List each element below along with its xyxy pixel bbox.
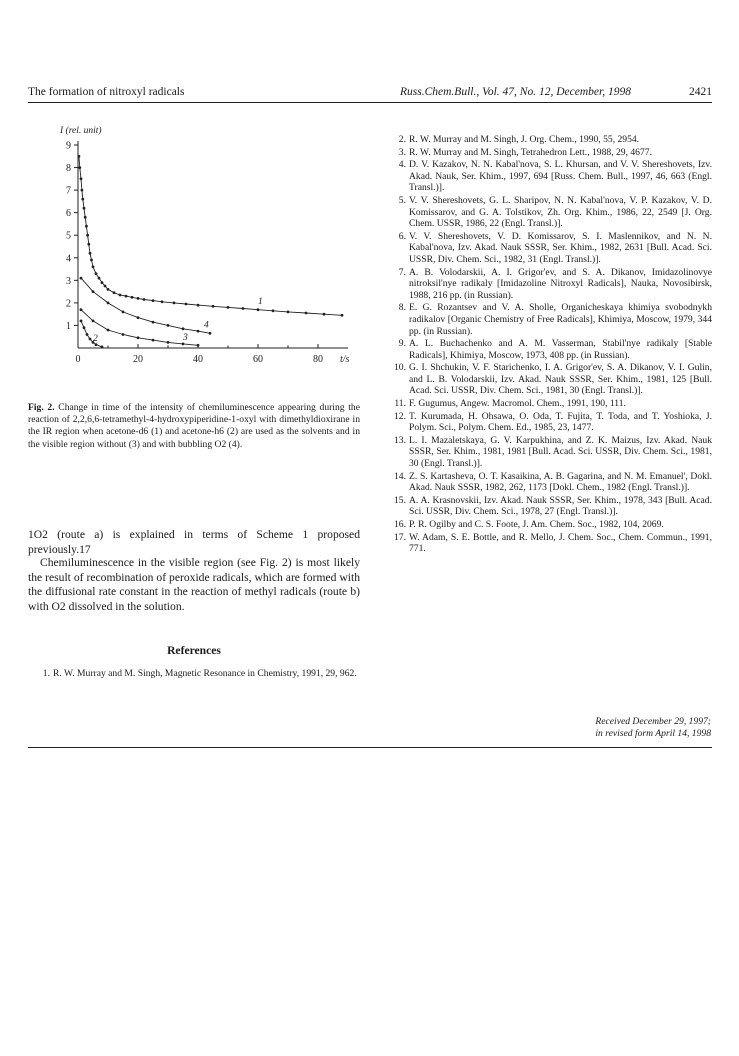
x-axis-label: t/s <box>340 354 350 365</box>
reference-text: D. V. Kazakov, N. N. Kabal'nova, S. L. Khursan, and V. V. Shereshovets, Izv. Akad. Nauk, Ser. Khim., 1997, 694 [Russ. Chem. Bull., 1997, 46, 663 (Engl. Transl.)]. <box>409 159 712 194</box>
reference-text: P. R. Ogilby and C. S. Foote, J. Am. Chem. Soc., 1982, 104, 2069. <box>409 519 664 530</box>
series-4-point <box>122 311 125 314</box>
figure-caption <box>28 402 360 451</box>
series-4-point <box>197 330 200 333</box>
reference-text: A. A. Krasnovskii, Izv. Akad. Nauk SSSR, Ser. Khim., 1978, 343 [Bull. Acad. Sci. USSR, Div. Chem. Sci., 1978, 27 (Engl. Transl.)]. <box>409 494 712 518</box>
reference-item <box>384 195 712 230</box>
reference-number: 6. <box>398 230 406 242</box>
reference-item <box>384 267 712 302</box>
reference-text: V. V. Shereshovets, G. L. Sharipov, N. N. Kabal'nova, V. P. Kazakov, V. D. Komissarov, and G. A. Tolstikov, Zh. Org. Khim., 1986, 22, 2549 [J. Org. Chem. USSR, 1986, 22 (Engl. Transl.)]. <box>409 194 712 230</box>
series-2-point <box>86 333 89 336</box>
series-1-point <box>81 189 84 192</box>
reference-number: 12. <box>394 410 406 422</box>
x-tick-label: 60 <box>253 354 263 365</box>
paragraph-text: 1O2 (route a) is explained in terms of Scheme 1 proposed previously.17 <box>28 528 360 556</box>
y-tick-label: 5 <box>66 230 71 242</box>
reference-item <box>384 231 712 266</box>
received-line: Received December 29, 1997; <box>595 716 711 727</box>
reference-text: G. I. Shchukin, V. F. Starichenko, I. A. Grigor'ev, S. A. Dikanov, V. I. Gulin, and L. B. Volodarskii, Izv. Akad. Nauk SSSR, Ser. Khim., 1981, 125 [Bull. Acad. Sci. USSR, Div. Chem. Sci., 1981, 30 (Engl. Transl.)]. <box>409 362 712 397</box>
reference-number: 7. <box>398 266 406 278</box>
series-1-point <box>143 298 146 301</box>
series-1-point <box>83 207 86 210</box>
header-rule <box>28 102 712 103</box>
reference-number: 1. <box>42 668 50 679</box>
reference-number: 10. <box>394 362 406 374</box>
x-tick-label: 80 <box>313 354 323 365</box>
series-1-point <box>98 277 101 280</box>
series-1-point <box>305 312 308 315</box>
reference-item <box>384 159 712 194</box>
reference-item <box>28 668 360 680</box>
reference-item <box>384 302 712 337</box>
series-1-point <box>89 252 92 255</box>
x-tick-label: 40 <box>193 354 203 365</box>
series-1-point <box>125 295 128 298</box>
reference-text: T. Kurumada, H. Ohsawa, O. Oda, T. Fujita, T. Toda, and T. Yoshioka, J. Polym. Sci., Polym. Chem. Ed., 1985, 23, 1477. <box>409 410 712 434</box>
series-1-point <box>197 304 200 307</box>
series-1-point <box>78 155 81 158</box>
series-1-point <box>341 314 344 317</box>
y-axis-label: I (rel. unit) <box>60 126 102 136</box>
series-1-point <box>80 177 83 180</box>
reference-item <box>384 471 712 494</box>
reference-text: E. G. Rozantsev and V. A. Sholle, Organicheskaya khimiya svobodnykh radikalov [Organic Chemistry of Free Radicals], Khimiya, Moscow, 1979, 344 pp. (in Russian). <box>409 302 712 337</box>
reference-text: F. Gugumus, Angew. Macromol. Chem., 1991, 190, 111. <box>409 398 626 410</box>
references-column-right <box>384 134 712 556</box>
y-tick-label: 4 <box>66 253 71 265</box>
y-tick-label: 8 <box>66 163 71 175</box>
reference-text: L. I. Mazaletskaya, G. V. Karpukhina, and Z. K. Maizus, Izv. Akad. Nauk SSSR, Ser. Khim., 1981, 1981 [Bull. Acad. Sci. USSR, Div. Chem. Sci., 1981, 30 (Engl. Transl.)]. <box>409 434 712 470</box>
reference-item <box>384 134 712 146</box>
series-2-label: 2 <box>93 334 98 345</box>
series-1-point <box>227 306 230 309</box>
series-4-point <box>182 327 185 330</box>
reference-number: 17. <box>394 531 406 543</box>
references-column-left <box>28 668 360 681</box>
series-1-point <box>81 198 84 201</box>
reference-number: 14. <box>394 470 406 482</box>
series-3-line <box>81 310 198 346</box>
series-3-point <box>92 320 95 323</box>
series-2-point <box>83 326 86 329</box>
series-1-point <box>95 272 98 275</box>
series-1-point <box>212 305 215 308</box>
series-3-point <box>107 329 110 332</box>
reference-number: 2. <box>398 134 406 145</box>
series-1-point <box>131 296 134 299</box>
reference-number: 16. <box>394 519 406 530</box>
reference-number: 9. <box>398 338 406 350</box>
reference-text: Z. S. Kartasheva, O. T. Kasaikina, A. B. Gagarina, and N. M. Emanuel', Dokl. Akad. Nauk SSSR, 1982, 262, 1173 [Dokl. Chem., 1982 (Engl. Transl.)]. <box>409 470 712 494</box>
series-2-point <box>101 346 104 349</box>
reference-text: R. W. Murray and M. Singh, Magnetic Resonance in Chemistry, 1991, 29, 962. <box>53 668 357 679</box>
series-1-point <box>90 259 93 262</box>
x-tick-label: 20 <box>133 354 143 365</box>
series-1-point <box>78 166 81 169</box>
reference-item <box>384 362 712 397</box>
series-1-point <box>272 309 275 312</box>
footer-rule <box>28 747 712 748</box>
series-2-point <box>80 320 83 323</box>
series-1-point <box>92 265 95 268</box>
series-1-point <box>257 308 260 311</box>
series-1-label: 1 <box>258 297 263 308</box>
series-1-point <box>86 234 89 237</box>
body-paragraph-2 <box>28 556 360 614</box>
series-1-point <box>185 303 188 306</box>
series-4-point <box>92 290 95 293</box>
reference-number: 4. <box>398 159 406 171</box>
running-header <box>28 86 712 102</box>
series-3-point <box>167 341 170 344</box>
series-1-point <box>87 243 90 246</box>
journal-citation: Russ.Chem.Bull., Vol. 47, No. 12, December, 1998 <box>400 86 631 98</box>
series-1-point <box>323 313 326 316</box>
reference-item <box>384 338 712 361</box>
revised-line: in revised form April 14, 1998 <box>595 727 711 739</box>
article-short-title: The formation of nitroxyl radicals <box>28 86 185 98</box>
series-3-point <box>152 339 155 342</box>
reference-item <box>384 398 712 410</box>
reference-number: 13. <box>394 434 406 446</box>
references-heading: References <box>167 644 221 657</box>
reference-number: 15. <box>394 494 406 506</box>
reference-number: 5. <box>398 194 406 206</box>
caption-text: Change in time of the intensity of chemiluminescence appearing during the reaction of 2,2,6,6-tetramethyl-4-hydroxypiperidine-1-oxyl with dimethyldioxirane in the IR region when acetone-d6 (1) and acetone-h6 (2) are used as the solvents and in the visible region without (3) and with bubbling O2 (4). <box>28 402 360 450</box>
reference-item <box>384 519 712 531</box>
reference-number: 3. <box>398 146 406 158</box>
series-1-point <box>287 311 290 314</box>
series-2-point <box>89 338 92 341</box>
series-1-line <box>79 156 342 315</box>
y-tick-label: 6 <box>66 208 71 220</box>
reference-item <box>384 147 712 159</box>
reference-text: W. Adam, S. E. Bottle, and R. Mello, J. Chem. Soc., Chem. Commun., 1991, 771. <box>409 531 712 555</box>
reference-item <box>384 435 712 470</box>
y-tick-label: 1 <box>66 320 71 332</box>
y-tick-label: 2 <box>66 298 71 310</box>
series-1-point <box>152 299 155 302</box>
series-4-point <box>167 324 170 327</box>
series-3-label: 3 <box>183 333 188 344</box>
reference-text: R. W. Murray and M. Singh, J. Org. Chem., 1990, 55, 2954. <box>409 134 640 145</box>
series-1-point <box>85 225 88 228</box>
series-4-point <box>80 277 83 280</box>
reference-number: 11. <box>394 398 406 410</box>
series-4-label: 4 <box>204 320 209 331</box>
received-dates <box>391 716 711 739</box>
series-3-point <box>122 333 125 336</box>
y-tick-label: 7 <box>66 185 71 197</box>
series-4-point <box>107 302 110 305</box>
series-3-point <box>137 336 140 339</box>
series-1-point <box>113 291 116 294</box>
series-1-point <box>119 294 122 297</box>
reference-text: A. B. Volodarskii, A. I. Grigor'ev, and S. A. Dikanov, Imidazolinovye nitroksil'nye radikaly [Imidazoline Nitroxyl Radicals], Nauka, Novosibirsk, 1988, 216 pp. (in Russian). <box>409 266 712 301</box>
series-4-point <box>137 316 140 319</box>
series-4-point <box>209 332 212 335</box>
y-tick-label: 3 <box>66 275 71 287</box>
y-tick-label: 9 <box>66 140 71 152</box>
caption-label: Fig. 2. <box>28 402 55 413</box>
series-1-point <box>242 307 245 310</box>
paragraph-text: Chemiluminescence in the visible region (see Fig. 2) is most likely the result of recombination of peroxide radicals, which are formed with the diffusional rate constant in the reaction of methyl radicals (route b) with O2 dissolved in the solution. <box>28 556 360 613</box>
series-1-point <box>107 288 110 291</box>
series-3-point <box>197 344 200 347</box>
series-1-point <box>137 297 140 300</box>
series-1-point <box>173 302 176 305</box>
series-1-point <box>104 285 107 288</box>
series-1-point <box>84 216 87 219</box>
reference-text: V. V. Shereshovets, V. D. Komissarov, S. I. Maslennikov, and N. N. Kabal'nova, Izv. Akad. Nauk SSSR, Ser. Khim., 1982, 2631 [Bull. Acad. Sci. USSR, Div. Chem. Sci., 1982, 31 (Engl. Transl.)]. <box>409 230 712 265</box>
series-1-point <box>161 300 164 303</box>
reference-item <box>384 532 712 555</box>
figure-2-chart <box>28 126 368 396</box>
x-tick-label: 0 <box>75 354 81 365</box>
series-4-point <box>152 321 155 324</box>
reference-text: A. L. Buchachenko and A. M. Vasserman, Stabil'nye radikaly [Stable Radicals], Khimiya, Moscow, 1973, 408 pp. (in Russian). <box>409 338 712 361</box>
body-paragraph-1 <box>28 528 360 557</box>
reference-item <box>384 495 712 518</box>
reference-number: 8. <box>398 302 406 314</box>
series-1-point <box>101 281 104 284</box>
series-3-point <box>80 308 83 311</box>
reference-item <box>384 411 712 434</box>
page-number: 2421 <box>689 86 712 98</box>
reference-text: R. W. Murray and M. Singh, Tetrahedron Lett., 1988, 29, 4677. <box>409 146 652 158</box>
